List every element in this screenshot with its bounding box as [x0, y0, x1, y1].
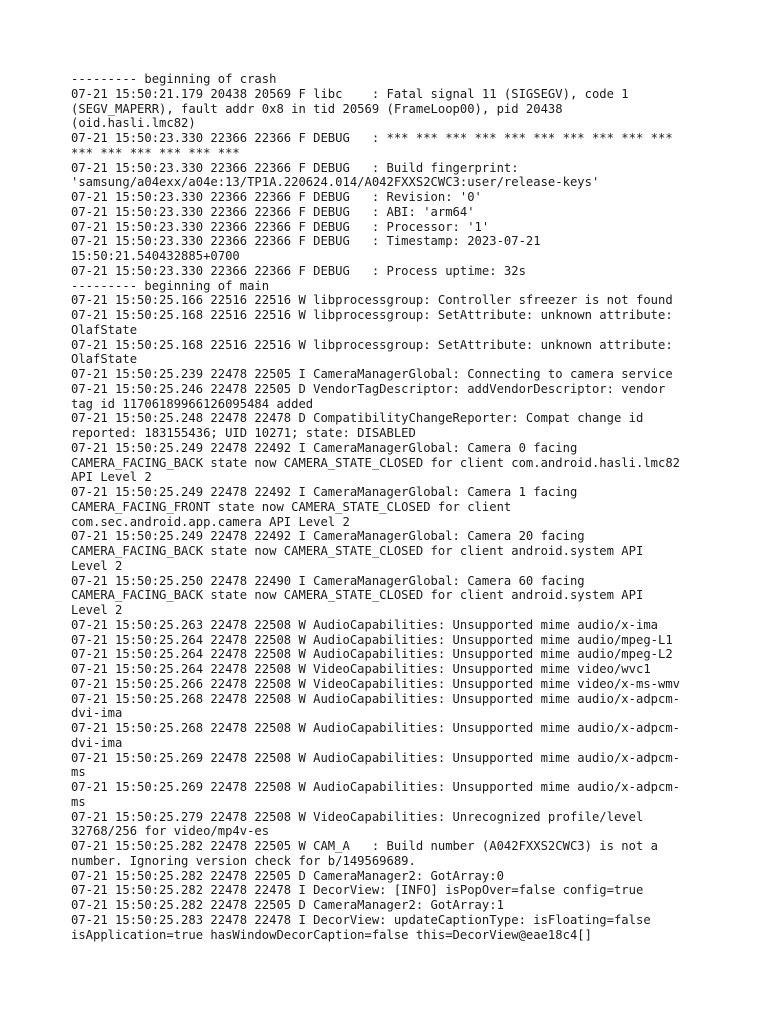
- log-line: 07-21 15:50:25.269 22478 22508 W AudioCapabilities: Unsupported mime audio/x-adpcm-: [71, 750, 681, 765]
- log-line: 07-21 15:50:25.168 22516 22516 W libprocessgroup: SetAttribute: unknown attribute:: [71, 337, 673, 352]
- log-line: 07-21 15:50:25.239 22478 22505 I CameraManagerGlobal: Connecting to camera service: [71, 367, 673, 381]
- log-line: 07-21 15:50:25.283 22478 22478 I DecorView: updateCaptionType: isFloating=false: [71, 912, 651, 927]
- log-line: 32768/256 for video/mp4v-es: [71, 824, 270, 839]
- log-line: 07-21 15:50:25.269 22478 22508 W AudioCapabilities: Unsupported mime audio/x-adpcm-: [71, 780, 681, 794]
- log-line: 'samsung/a04exx/a04e:13/TP1A.220624.014/A042FXXS2CWC3:user/release-keys': [71, 175, 600, 190]
- log-line: 07-21 15:50:25.249 22478 22492 I CameraManagerGlobal: Camera 1 facing: [71, 485, 578, 499]
- log-line: CAMERA_FACING_FRONT state now CAMERA_STATE_CLOSED for client: [71, 499, 512, 514]
- log-line: 07-21 15:50:25.279 22478 22508 W VideoCapabilities: Unrecognized profile/level: [71, 809, 644, 824]
- log-line: 15:50:21.540432885+0700: [71, 249, 240, 263]
- log-line: 07-21 15:50:25.166 22516 22516 W libprocessgroup: Controller sfreezer is not found: [71, 293, 673, 308]
- log-line: 07-21 15:50:23.330 22366 22366 F DEBUG : *** *** *** *** *** *** *** *** *** ***: [71, 131, 673, 145]
- log-line: 07-21 15:50:25.282 22478 22505 D CameraManager2: GotArray:1: [71, 898, 504, 912]
- log-line: Level 2: [71, 603, 123, 617]
- log-line: *** *** *** *** *** ***: [71, 145, 240, 160]
- log-line: 07-21 15:50:25.282 22478 22505 W CAM_A : Build number (A042FXXS2CWC3) is not a: [71, 839, 658, 853]
- log-line: 07-21 15:50:25.168 22516 22516 W libprocessgroup: SetAttribute: unknown attribute:: [71, 308, 673, 322]
- log-line: 07-21 15:50:23.330 22366 22366 F DEBUG : Revision: '0': [71, 190, 482, 204]
- log-line: (oid.hasli.lmc82): [71, 116, 196, 131]
- log-line: --------- beginning of main: [71, 278, 270, 293]
- log-line: 07-21 15:50:25.268 22478 22508 W AudioCapabilities: Unsupported mime audio/x-adpcm-: [71, 721, 681, 735]
- log-line: Level 2: [71, 558, 123, 573]
- log-line: CAMERA_FACING_BACK state now CAMERA_STATE_CLOSED for client android.system API: [71, 544, 644, 558]
- log-line: 07-21 15:50:25.264 22478 22508 W VideoCapabilities: Unsupported mime video/wvc1: [71, 662, 651, 676]
- log-line: --------- beginning of crash: [71, 72, 277, 86]
- log-line: number. Ignoring version check for b/149569689.: [71, 853, 416, 868]
- log-line: 07-21 15:50:25.249 22478 22492 I CameraManagerGlobal: Camera 20 facing: [71, 529, 585, 544]
- log-line: 07-21 15:50:23.330 22366 22366 F DEBUG : Timestamp: 2023-07-21: [71, 234, 541, 249]
- log-line: 07-21 15:50:25.249 22478 22492 I CameraManagerGlobal: Camera 0 facing: [71, 440, 578, 455]
- log-line: 07-21 15:50:25.250 22478 22490 I CameraManagerGlobal: Camera 60 facing: [71, 573, 585, 588]
- log-line: 07-21 15:50:21.179 20438 20569 F libc : Fatal signal 11 (SIGSEGV), code 1: [71, 86, 629, 101]
- log-line: com.sec.android.app.camera API Level 2: [71, 514, 350, 529]
- log-line: isApplication=true hasWindowDecorCaption=false this=DecorView@eae18c4[]: [71, 927, 592, 942]
- log-line: 07-21 15:50:23.330 22366 22366 F DEBUG : ABI: 'arm64': [71, 204, 475, 219]
- log-line: dvi-ima: [71, 735, 123, 750]
- log-line: reported: 183155436; UID 10271; state: DISABLED: [71, 426, 416, 440]
- log-line: CAMERA_FACING_BACK state now CAMERA_STATE_CLOSED for client com.android.hasli.lmc82: [71, 455, 681, 470]
- log-line: 07-21 15:50:25.263 22478 22508 W AudioCapabilities: Unsupported mime audio/x-ima: [71, 617, 658, 632]
- log-line: OlafState: [71, 352, 138, 367]
- log-line: 07-21 15:50:23.330 22366 22366 F DEBUG : Processor: '1': [71, 219, 490, 234]
- log-line: 07-21 15:50:23.330 22366 22366 F DEBUG : Process uptime: 32s: [71, 263, 526, 278]
- log-line: OlafState: [71, 322, 138, 337]
- log-line: tag id 11706189966126095484 added: [71, 396, 314, 411]
- log-line: API Level 2: [71, 470, 152, 485]
- log-line: 07-21 15:50:25.282 22478 22478 I DecorView: [INFO] isPopOver=false config=true: [71, 883, 644, 898]
- log-line: dvi-ima: [71, 706, 123, 721]
- log-document: [71, 72, 711, 942]
- log-line: 07-21 15:50:23.330 22366 22366 F DEBUG : Build fingerprint:: [71, 160, 519, 175]
- log-line: 07-21 15:50:25.264 22478 22508 W AudioCapabilities: Unsupported mime audio/mpeg-L1: [71, 632, 673, 647]
- log-line: 07-21 15:50:25.246 22478 22505 D VendorTagDescriptor: addVendorDescriptor: vendor: [71, 381, 666, 396]
- log-line: 07-21 15:50:25.268 22478 22508 W AudioCapabilities: Unsupported mime audio/x-adpcm-: [71, 691, 681, 706]
- log-line: 07-21 15:50:25.282 22478 22505 D CameraManager2: GotArray:0: [71, 868, 504, 883]
- log-line: ms: [71, 794, 86, 809]
- log-line: CAMERA_FACING_BACK state now CAMERA_STATE_CLOSED for client android.system API: [71, 588, 644, 603]
- log-line: 07-21 15:50:25.266 22478 22508 W VideoCapabilities: Unsupported mime video/x-ms-wmv: [71, 676, 681, 691]
- log-line: (SEGV_MAPERR), fault addr 0x8 in tid 20569 (FrameLoop00), pid 20438: [71, 101, 563, 116]
- log-line: ms: [71, 765, 86, 780]
- log-line: 07-21 15:50:25.248 22478 22478 D CompatibilityChangeReporter: Compat change id: [71, 411, 644, 426]
- log-line: 07-21 15:50:25.264 22478 22508 W AudioCapabilities: Unsupported mime audio/mpeg-L2: [71, 647, 673, 662]
